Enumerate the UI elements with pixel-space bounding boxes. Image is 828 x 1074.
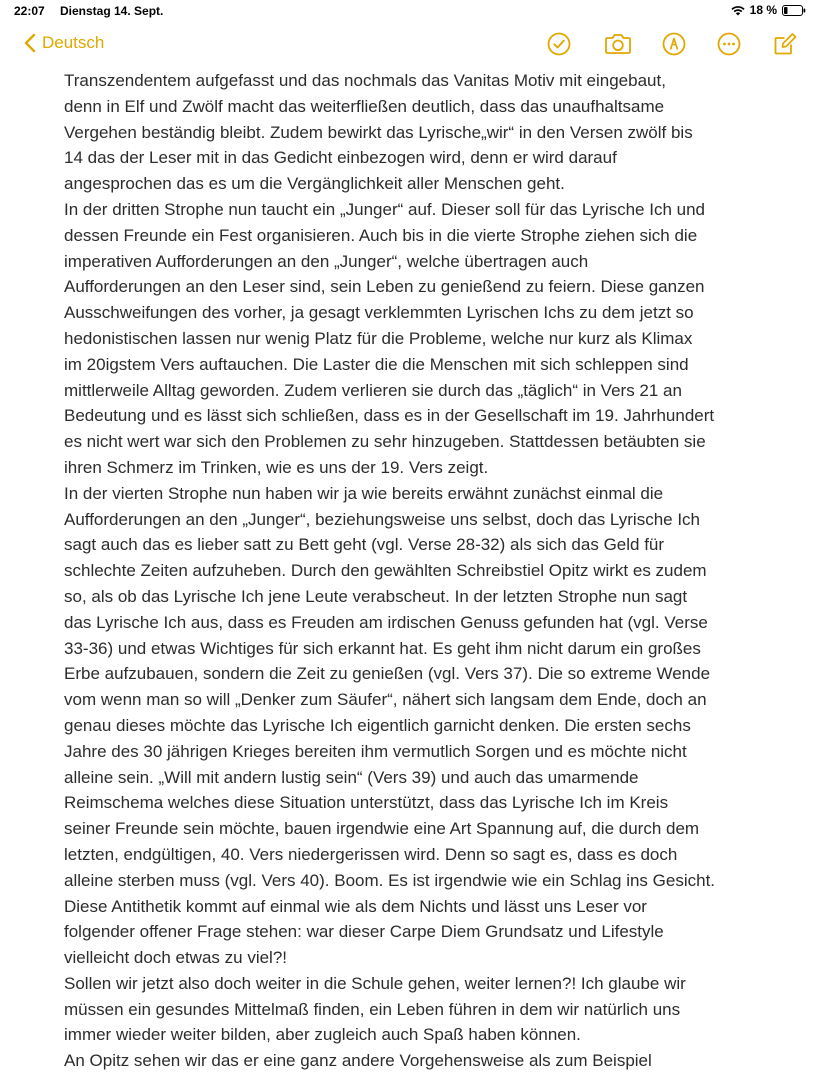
note-line: Vergehen beständig bleibt. Zudem bewirkt das Lyrische„wir“ in den Versen zwölf bis [64,122,693,142]
note-line: ihren Schmerz im Trinken, wie es uns der 19. Vers zeigt. [64,457,489,477]
note-line: vom wenn man so will „Denker zum Säufer“, nähert sich langsam dem Ende, doch an [64,690,707,710]
note-line: 33-36) und etwas Wichtiges für sich erkannt hat. Es geht ihm nicht darum ein großes [64,638,701,658]
note-line: müssen ein gesundes Mittelmaß finden, ein Leben führen in dem wir natürlich uns [64,999,681,1019]
note-line: denn in Elf und Zwölf macht das weiterfließen deutlich, dass das unaufhaltsame [64,96,665,116]
note-line: letzten, endgültigen, 40. Vers niedergerissen wird. Denn so sagt es, dass es doch [64,844,678,864]
note-line: so, als ob das Lyrische Ich jene Leute verabscheut. In der letzten Strophe nun sagt [64,586,688,606]
note-line: Reimschema welches diese Situation unterstützt, dass das Lyrische Ich im Kreis [64,793,669,813]
note-line: imperativen Aufforderungen an den „Junger“, welche übertragen auch [64,251,589,271]
note-line: schlechte Zeiten aufzuheben. Durch den gewählten Schreibstiel Opitz wirkt es zudem [64,561,707,581]
note-line: 14 das der Leser mit in das Gedicht einbezogen wird, denn er wird darauf [64,148,617,168]
camera-icon[interactable] [603,31,633,57]
note-line: alleine sein. „Will mit andern lustig sein“ (Vers 39) und auch das umarmende [64,767,639,787]
note-line: In der dritten Strophe nun taucht ein „Junger“ auf. Dieser soll für das Lyrische Ich und [64,199,705,219]
note-line: seiner Freunde sein möchte, bauen irgendwie eine Art Spannung auf, die durch dem [64,819,700,839]
status-bar [0,0,828,22]
note-line: alleine sterben muss (vgl. Vers 40). Boom. Es ist irgendwie wie ein Schlag ins Gesicht. [64,870,716,890]
note-line: immer wieder weiter bilden, aber zugleich auch Spaß haben können. [64,1025,581,1045]
status-time: 22:07 [14,4,45,18]
battery-percentage: 18 % [749,3,777,17]
status-indicators [731,3,806,17]
note-line: An Opitz sehen wir das er eine ganz andere Vorgehensweise als zum Beispiel [64,1051,652,1071]
chevron-left-icon [24,33,36,53]
note-line: Transzendentem aufgefasst und das nochmals das Vanitas Motiv mit eingebaut, [64,71,666,90]
note-line: genau dieses möchte das Lyrische Ich eigentlich garnicht denken. Die ersten sechs [64,715,691,735]
note-line: es nicht wert war sich den Problemen zu sehr hinzugeben. Stattdessen betäubten sie [64,432,706,452]
note-line: hedonistischen lassen nur wenig Platz für die Probleme, welche nur kurz als Klimax [64,328,693,348]
note-line: angesprochen das es um die Vergänglichkeit aller Menschen geht. [64,174,565,194]
back-button-label: Deutsch [42,33,105,52]
note-line: Erbe aufzubauen, sondern die Zeit zu genießen (vgl. Vers 37). Die so extreme Wende [64,664,711,684]
note-line: Bedeutung und es lässt sich schließen, dass es in der Gesellschaft im 19. Jahrhundert [64,406,715,426]
note-line: vielleicht doch etwas zu viel?! [64,948,288,968]
note-line: Diese Antithetik kommt auf einmal wie als dem Nichts und lässt uns Leser vor [64,896,647,916]
note-body[interactable] [64,68,784,1074]
note-line: sagt auch das es lieber satt zu Bett geht (vgl. Verse 28-32) als sich das Geld für [64,535,665,555]
note-line: Ausschweifungen des vorher, ja gesagt verklemmten Lyrischen Ichs zu dem jetzt so [64,303,694,323]
compose-icon[interactable] [772,31,798,57]
note-line: im 20igstem Vers auftauchen. Die Laster die die Menschen mit sich schleppen sind [64,354,689,374]
markup-pen-icon[interactable] [661,31,687,57]
note-line: das Lyrische Ich aus, dass es Freuden am irdischen Genuss gefunden hat (vgl. Verse [64,612,708,632]
note-line: Jahre des 30 jährigen Krieges bereiten ihm vermutlich Sorgen und es möchte nicht [64,741,687,761]
back-button[interactable] [24,33,104,53]
note-line: mittlerweile Alltag geworden. Zudem verlieren sie durch das „täglich“ in Vers 21 an [64,380,682,400]
wifi-icon [731,5,745,16]
note-line: dessen Freunde ein Fest organisieren. Auch bis in die vierte Strophe ziehen sich die [64,225,698,245]
status-date: Dienstag 14. Sept. [60,4,164,18]
navigation-bar [0,26,828,66]
battery-icon [782,5,806,16]
note-line: Sollen wir jetzt also doch weiter in die Schule gehen, weiter lernen?! Ich glaube wir [64,973,686,993]
note-line: Aufforderungen an den „Junger“, beziehungsweise uns selbst, doch das Lyrische Ich [64,509,701,529]
note-line: In der vierten Strophe nun haben wir ja wie bereits erwähnt zunächst einmal die [64,483,664,503]
note-line: folgender offener Frage stehen: war dieser Carpe Diem Grundsatz und Lifestyle [64,922,664,942]
note-line: Aufforderungen an den Leser sind, sein Leben zu genießend zu feiern. Diese ganzen [64,277,705,297]
more-ellipsis-icon[interactable] [716,31,742,57]
checkmark-circle-icon[interactable] [546,31,572,57]
